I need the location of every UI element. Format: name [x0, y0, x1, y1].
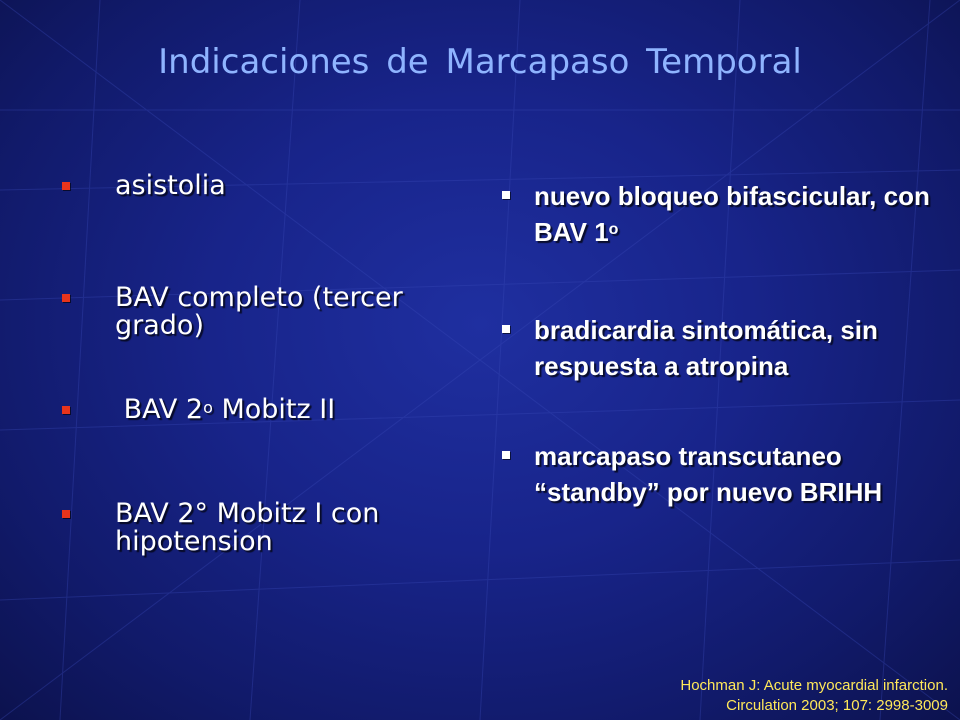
bullet-text: BAV completo (tercer grado): [115, 282, 403, 341]
bullet-text: [115, 396, 480, 424]
right-bullet-bradicardia: [496, 312, 936, 438]
right-bullet-marcapaso-transcutaneo: [496, 438, 936, 510]
left-bullet-bav-completo: [60, 284, 480, 396]
degree-superscript: o: [608, 221, 619, 238]
square-bullet-icon: [502, 325, 510, 333]
bullet-text-main: nuevo bloqueo bifascicular, con BAV 1: [534, 181, 930, 247]
citation-line-2: Circulation 2003; 107: 2998-3009: [726, 697, 948, 714]
left-bullet-bav-mobitz-i: [60, 500, 480, 556]
square-bullet-icon: [62, 406, 70, 414]
square-bullet-icon: [502, 451, 510, 459]
bullet-text: asistolia: [115, 170, 226, 201]
left-bullet-asistolia: [60, 172, 480, 284]
square-bullet-icon: [502, 191, 510, 199]
citation-line-1: Hochman J: Acute myocardial infarction.: [680, 677, 948, 694]
square-bullet-icon: [62, 510, 70, 518]
bullet-text: BAV 2° Mobitz I con hipotension: [115, 498, 380, 557]
square-bullet-icon: [62, 294, 70, 302]
left-bullet-list: [60, 172, 480, 556]
bullet-text-suffix: Mobitz II: [212, 394, 336, 425]
bullet-text: bradicardia sintomática, sin respuesta a atropina: [534, 315, 878, 381]
square-bullet-icon: [62, 182, 70, 190]
slide-title: Indicaciones de Marcapaso Temporal: [158, 42, 802, 82]
left-bullet-bav-mobitz-ii: [60, 396, 480, 500]
right-bullet-list: [496, 178, 936, 510]
bullet-text-main: BAV 2: [115, 394, 204, 425]
degree-superscript: o: [203, 398, 213, 417]
bullet-text: [534, 178, 936, 250]
bullet-text: marcapaso transcutaneo “standby” por nuevo BRIHH: [534, 441, 883, 507]
right-bullet-bloqueo-bifascicular: [496, 178, 936, 312]
citation: [680, 676, 948, 716]
